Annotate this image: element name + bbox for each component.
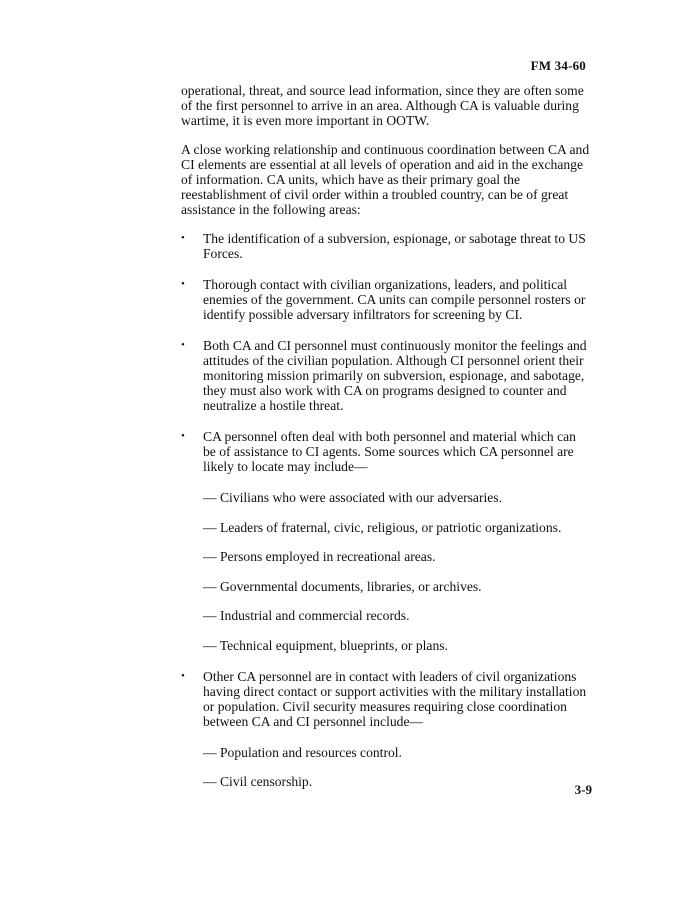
sub-item: — Persons employed in recreational areas. [203, 549, 436, 564]
paragraph-intro: A close working relationship and continuous coordination between CA and CI elements are essential at all levels of operation and aid in the exchange of information. CA units, which have as their primary goal the reestablishment of civil order within a troubled country, can be of great assistance in the following areas: [181, 142, 590, 217]
bullet-text: Other CA personnel are in contact with leaders of civil organizations having direct contact or support activities with the military installation or population. Civil security measures requiring close coordination between CA and CI personnel include— [203, 668, 587, 729]
sub-list [203, 490, 591, 653]
sub-item: — Industrial and commercial records. [203, 608, 410, 623]
bullet-text: CA personnel often deal with both personnel and material which can be of assistance to CI agents. Some sources which CA personnel are likely to locate may include— [203, 429, 576, 474]
document-id-header: FM 34-60 [530, 58, 586, 73]
paragraph-continuation: operational, threat, and source lead information, since they are often some of the first personnel to arrive in an area. Although CA is valuable during wartime, it is even more important in OOTW. [181, 83, 584, 128]
bullet-text: Thorough contact with civilian organizations, leaders, and political enemies of the government. CA units can compile personnel rosters or identify possible adversary infiltrators for screening by CI. [203, 277, 586, 322]
bullet-marker: • [181, 430, 185, 442]
bullet-marker: • [181, 278, 185, 290]
bullet-marker: • [181, 339, 185, 351]
sub-item: — Leaders of fraternal, civic, religious, or patriotic organizations. [203, 519, 562, 535]
sub-item: — Population and resources control. [203, 744, 402, 760]
bullet-marker: • [181, 232, 185, 244]
bullet-item [181, 669, 591, 790]
bullet-item [181, 231, 591, 261]
bullet-marker: • [181, 669, 185, 682]
bullet-item [181, 429, 591, 653]
bullet-text: Both CA and CI personnel must continuously monitor the feelings and attitudes of the civilian population. Although CI personnel orient their monitoring mission primarily on subversion, espionage, and sabotage, they must also work with CA on programs designed to counter and neutralize a hostile threat. [203, 338, 587, 413]
sub-item: — Governmental documents, libraries, or archives. [203, 578, 482, 594]
sub-list [203, 745, 591, 790]
page-number: 3-9 [574, 782, 592, 797]
sub-item: — Civil censorship. [203, 774, 313, 789]
bullet-text: The identification of a subversion, espionage, or sabotage threat to US Forces. [203, 231, 586, 261]
bullet-list [181, 231, 591, 789]
sub-item: — Technical equipment, blueprints, or plans. [203, 637, 448, 653]
bullet-item [181, 338, 591, 413]
bullet-item [181, 277, 591, 322]
sub-item: — Civilians who were associated with our adversaries. [203, 490, 502, 505]
page-body [181, 83, 591, 805]
